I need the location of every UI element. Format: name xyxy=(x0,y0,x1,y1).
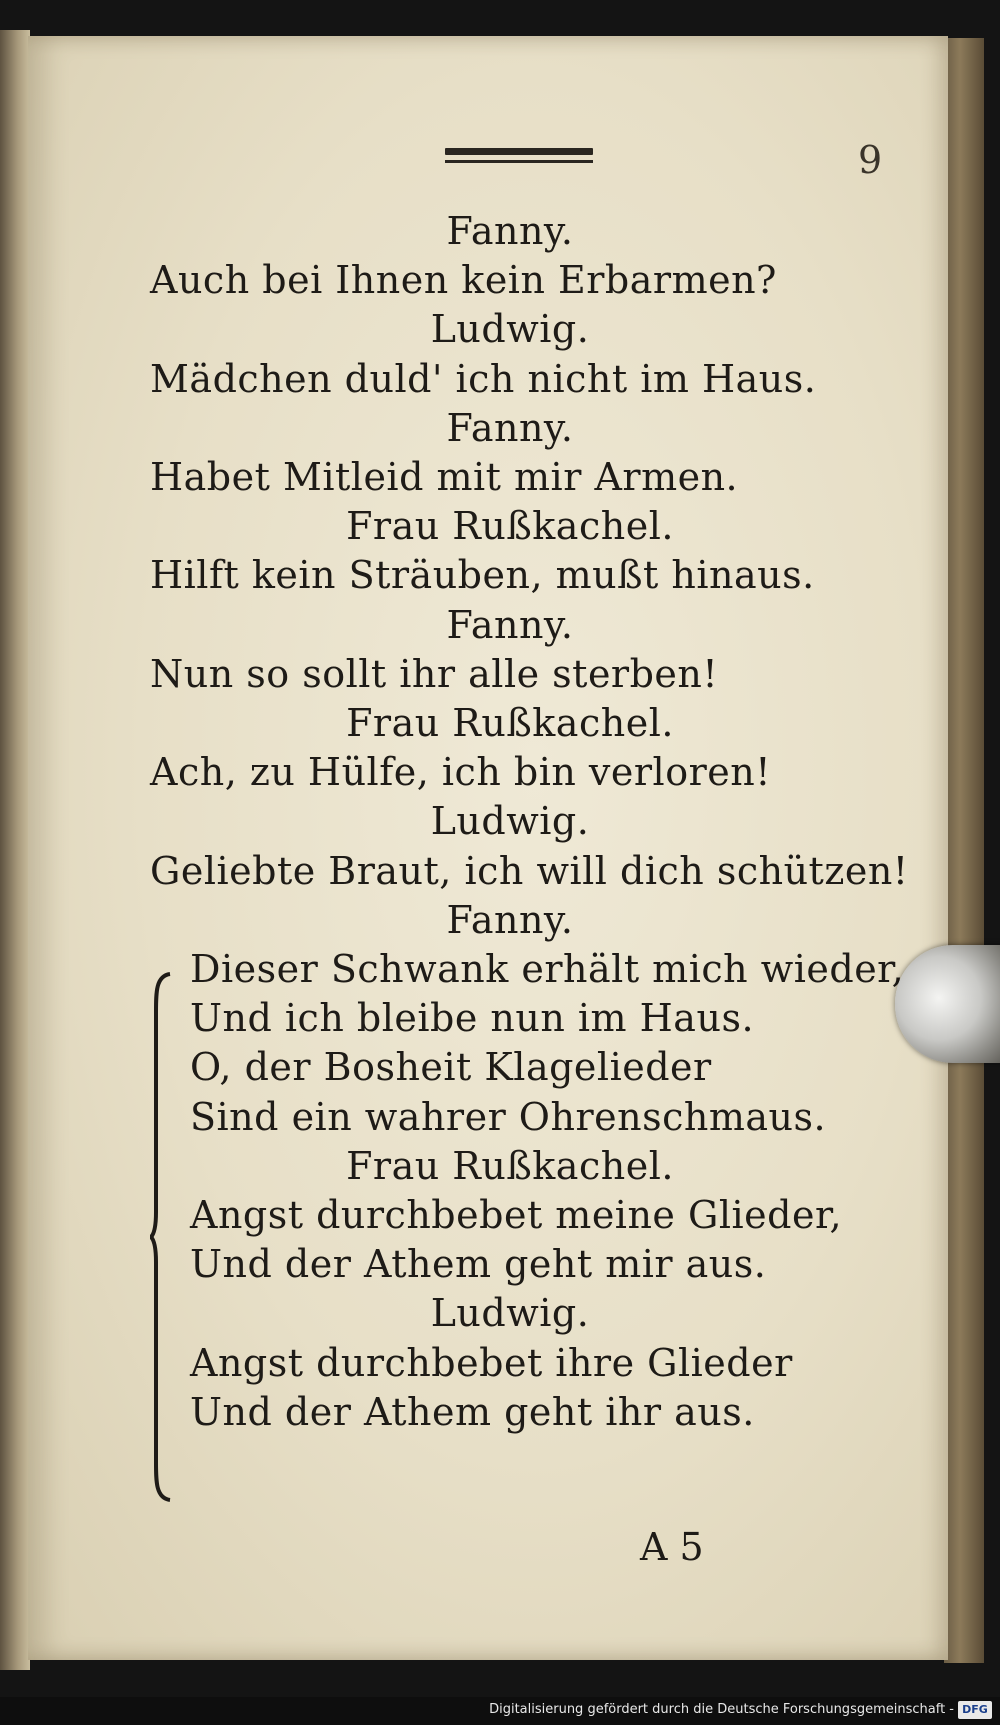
footer-bar xyxy=(0,1697,1000,1725)
ensemble-brace xyxy=(150,972,172,1502)
dfg-logo: DFG xyxy=(958,1701,992,1719)
speaker-name: Ludwig. xyxy=(430,1291,590,1336)
speaker-name: Fanny. xyxy=(446,209,574,253)
book-edge-left xyxy=(0,30,30,1670)
speaker-name: Frau Rußkachel. xyxy=(346,504,674,549)
header-rule-thick xyxy=(445,148,593,155)
page-number: 9 xyxy=(858,138,883,182)
speaker-name: Ludwig. xyxy=(430,307,590,352)
speaker-name: Fanny. xyxy=(446,897,574,942)
verse-line: Mädchen duld' ich nicht im Haus. xyxy=(150,356,817,401)
verse-line: Angst durchbebet ihre Glieder xyxy=(190,1340,793,1385)
signature-mark: A 5 xyxy=(640,1525,704,1569)
verse-line: Und der Athem geht ihr aus. xyxy=(190,1389,755,1434)
page-clip xyxy=(895,945,1000,1063)
footer-credit: Digitalisierung gefördert durch die Deutsche Forschungsgemeinschaft - xyxy=(489,1702,954,1717)
speaker-name: Frau Rußkachel. xyxy=(346,1143,674,1188)
header-rule xyxy=(445,148,593,163)
speaker-name: Fanny. xyxy=(446,602,574,647)
verse-line: Ach, zu Hülfe, ich bin verloren! xyxy=(150,750,771,795)
speaker-name: Ludwig. xyxy=(430,799,590,844)
verse-line: Und der Athem geht mir aus. xyxy=(190,1242,767,1287)
verse-line: Angst durchbebet meine Glieder, xyxy=(190,1193,843,1237)
verse-line: Habet Mitleid mit mir Armen. xyxy=(150,455,739,499)
verse-line: Sind ein wahrer Ohrenschmaus. xyxy=(190,1094,827,1139)
verse-line: Dieser Schwank erhält mich wieder, xyxy=(190,947,905,991)
speaker-name: Frau Rußkachel. xyxy=(346,701,674,745)
header-rule-thin xyxy=(445,160,593,163)
verse-line: Hilft kein Sträuben, mußt hinaus. xyxy=(150,553,815,598)
verse-line: Auch bei Ihnen kein Erbarmen? xyxy=(150,258,777,303)
verse-line: Nun so sollt ihr alle sterben! xyxy=(150,651,719,696)
speaker-name: Fanny. xyxy=(446,405,574,450)
verse-line: O, der Bosheit Klagelieder xyxy=(190,1045,712,1090)
verse-line: Geliebte Braut, ich will dich schützen! xyxy=(150,848,909,893)
verse-line: Und ich bleibe nun im Haus. xyxy=(190,996,755,1041)
book-edge-right xyxy=(944,38,984,1663)
